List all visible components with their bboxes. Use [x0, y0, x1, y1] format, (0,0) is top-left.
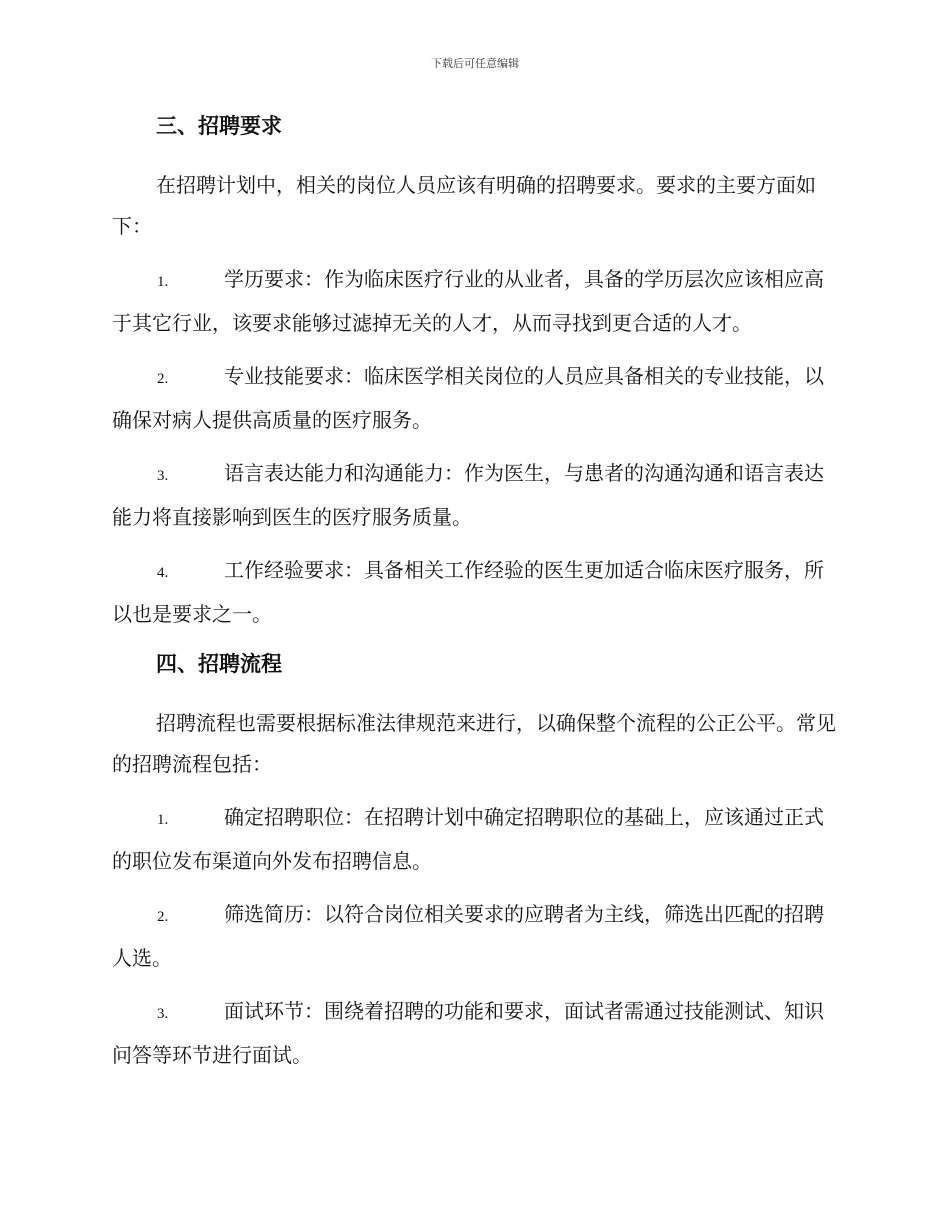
section-intro: 在招聘计划中，相关的岗位人员应该有明确的招聘要求。要求的主要方面如下：	[112, 173, 816, 238]
list-item	[112, 356, 838, 441]
list-text: 确定招聘职位：在招聘计划中确定招聘职位的基础上，应该通过正式的职位发布渠道向外发布招聘信息。	[112, 805, 824, 873]
document-body	[112, 111, 838, 1088]
list-number: 3.	[157, 468, 169, 484]
list-item	[112, 550, 838, 635]
list-item	[112, 991, 838, 1076]
list-text: 学历要求：作为临床医疗行业的从业者，具备的学历层次应该相应高于其它行业，该要求能够过滤掉无关的人才，从而寻找到更合适的人才。	[112, 267, 824, 335]
list-number: 4.	[157, 565, 169, 581]
list-number: 3.	[157, 1006, 169, 1022]
section-heading: 三、招聘要求	[156, 113, 282, 138]
section-recruitment-process	[112, 649, 838, 1076]
list-item	[112, 797, 838, 882]
list-text: 面试环节：围绕着招聘的功能和要求，面试者需通过技能测试、知识问答等环节进行面试。	[112, 999, 824, 1067]
section-intro: 招聘流程也需要根据标准法律规范来进行，以确保整个流程的公正公平。常见的招聘流程包括：	[112, 711, 836, 776]
list-item	[112, 259, 838, 344]
section-heading: 四、招聘流程	[156, 651, 282, 676]
list-item	[112, 453, 838, 538]
list-text: 语言表达能力和沟通能力：作为医生，与患者的沟通沟通和语言表达能力将直接影响到医生的医疗服务质量。	[112, 461, 824, 529]
list-number: 2.	[157, 371, 169, 387]
page-header-note: 下载后可任意编辑	[431, 57, 519, 70]
list-text: 专业技能要求：临床医学相关岗位的人员应具备相关的专业技能，以确保对病人提供高质量的医疗服务。	[112, 364, 824, 432]
list-number: 1.	[157, 812, 169, 828]
section-recruitment-requirements	[112, 111, 838, 635]
list-number: 2.	[157, 909, 169, 925]
list-text: 工作经验要求：具备相关工作经验的医生更加适合临床医疗服务，所以也是要求之一。	[112, 558, 824, 626]
list-item	[112, 894, 838, 979]
list-text: 筛选简历：以符合岗位相关要求的应聘者为主线，筛选出匹配的招聘人选。	[112, 902, 824, 970]
list-number: 1.	[157, 274, 169, 290]
